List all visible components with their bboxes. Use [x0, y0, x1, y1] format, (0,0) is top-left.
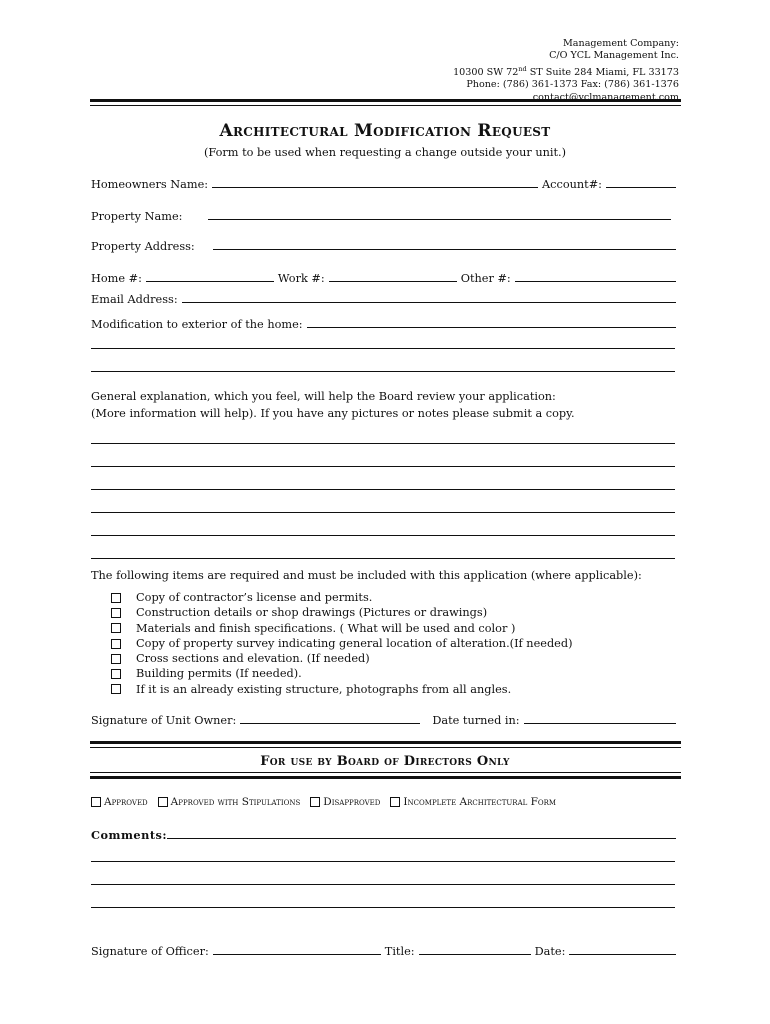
required-intro: The following items are required and must be included with this application (where applicable): — [91, 569, 642, 582]
modification-line[interactable] — [91, 371, 675, 372]
option-disapproved[interactable]: Disapproved — [310, 796, 380, 808]
company-phone: Phone: (786) 361-1373 Fax: (786) 361-1376 — [466, 79, 679, 91]
company-line: Management Company: — [562, 38, 679, 49]
explanation-line[interactable] — [91, 489, 675, 490]
comments-row — [91, 824, 676, 842]
email-label: Email Address: — [91, 293, 178, 306]
work-label: Work #: — [277, 272, 325, 285]
officer-signature-label: Signature of Officer: — [91, 945, 209, 958]
checkbox-icon[interactable] — [390, 797, 400, 807]
checkbox-icon[interactable] — [310, 797, 320, 807]
comments-label: Comments: — [91, 828, 168, 842]
explanation-line[interactable] — [91, 512, 675, 513]
explanation-line[interactable] — [91, 443, 675, 444]
home-phone-field[interactable] — [146, 281, 274, 282]
owner-signature-label: Signature of Unit Owner: — [91, 714, 237, 727]
explanation-line[interactable] — [91, 466, 675, 467]
board-rule — [90, 776, 681, 779]
officer-title-field[interactable] — [419, 954, 531, 955]
company-line: C/O YCL Management Inc. — [549, 50, 679, 62]
property-name-row — [91, 205, 676, 223]
board-rule — [90, 747, 681, 748]
officer-signature-row — [91, 940, 676, 958]
homeowners-field[interactable] — [212, 187, 538, 188]
required-item[interactable]: Copy of property survey indicating general location of alteration.(If needed) — [111, 636, 573, 651]
other-label: Other #: — [460, 272, 511, 285]
property-address-row — [91, 235, 676, 253]
title-label: Title: — [384, 945, 415, 958]
comments-line[interactable] — [91, 907, 675, 908]
option-approved[interactable]: Approved — [91, 796, 148, 808]
comments-field[interactable] — [167, 838, 676, 839]
company-address: 10300 SW 72nd ST Suite 284 Miami, FL 33173 — [453, 64, 679, 78]
form-subtitle: (Form to be used when requesting a change outside your unit.) — [203, 146, 567, 159]
home-label: Home #: — [91, 272, 142, 285]
property-name-label: Property Name: — [91, 210, 183, 223]
comments-line[interactable] — [91, 861, 675, 862]
checkbox-icon[interactable] — [158, 797, 168, 807]
explanation-line[interactable] — [91, 535, 675, 536]
board-options — [91, 796, 556, 808]
modification-label: Modification to exterior of the home: — [91, 318, 303, 331]
homeowners-label: Homeowners Name: — [91, 178, 209, 191]
email-field[interactable] — [182, 302, 676, 303]
option-approved-stipulations[interactable]: Approved with Stipulations — [158, 796, 301, 808]
option-incomplete[interactable]: Incomplete Architectural Form — [390, 796, 556, 808]
explanation-line[interactable] — [91, 558, 675, 559]
board-title: For use by Board of Directors Only — [260, 754, 510, 769]
header-rule — [90, 105, 681, 106]
date-turned-field[interactable] — [524, 723, 676, 724]
modification-line[interactable] — [91, 348, 675, 349]
phones-row — [91, 267, 676, 285]
required-checklist — [111, 590, 573, 697]
other-phone-field[interactable] — [515, 281, 676, 282]
checkbox-icon[interactable] — [111, 623, 121, 633]
required-item[interactable]: Cross sections and elevation. (If needed) — [111, 651, 573, 666]
checkbox-icon[interactable] — [111, 608, 121, 618]
account-field[interactable] — [606, 187, 676, 188]
form-title: Architectural Modification Request — [219, 121, 551, 141]
modification-field[interactable] — [307, 327, 676, 328]
required-item[interactable]: If it is an already existing structure, photographs from all angles. — [111, 682, 573, 697]
company-info — [453, 38, 679, 104]
officer-signature-field[interactable] — [213, 954, 381, 955]
owner-signature-field[interactable] — [240, 723, 420, 724]
homeowners-row — [91, 173, 676, 191]
comments-line[interactable] — [91, 884, 675, 885]
board-rule — [90, 772, 681, 773]
required-item[interactable]: Building permits (If needed). — [111, 666, 573, 681]
work-phone-field[interactable] — [329, 281, 457, 282]
officer-date-field[interactable] — [569, 954, 676, 955]
header-rule — [90, 99, 681, 102]
checkbox-icon[interactable] — [91, 797, 101, 807]
account-label: Account#: — [542, 178, 602, 191]
required-item[interactable]: Materials and finish specifications. ( What will be used and color ) — [111, 621, 573, 636]
modification-row — [91, 313, 676, 331]
explanation-text: General explanation, which you feel, will help the Board review your application: (More information will help). If you have any pictures or notes please submit a copy. — [91, 390, 575, 420]
property-address-label: Property Address: — [91, 240, 195, 253]
required-item[interactable]: Copy of contractor’s license and permits. — [111, 590, 573, 605]
checkbox-icon[interactable] — [111, 684, 121, 694]
checkbox-icon[interactable] — [111, 593, 121, 603]
property-name-field[interactable] — [208, 219, 671, 220]
email-row — [91, 288, 676, 306]
checkbox-icon[interactable] — [111, 669, 121, 679]
owner-signature-row — [91, 709, 676, 727]
date-label: Date: — [534, 945, 566, 958]
board-rule — [90, 741, 681, 744]
checkbox-icon[interactable] — [111, 654, 121, 664]
required-item[interactable]: Construction details or shop drawings (Pictures or drawings) — [111, 605, 573, 620]
company-email: contact@yclmanagement.com — [532, 91, 679, 103]
checkbox-icon[interactable] — [111, 639, 121, 649]
property-address-field[interactable] — [213, 249, 676, 250]
date-turned-label: Date turned in: — [432, 714, 520, 727]
